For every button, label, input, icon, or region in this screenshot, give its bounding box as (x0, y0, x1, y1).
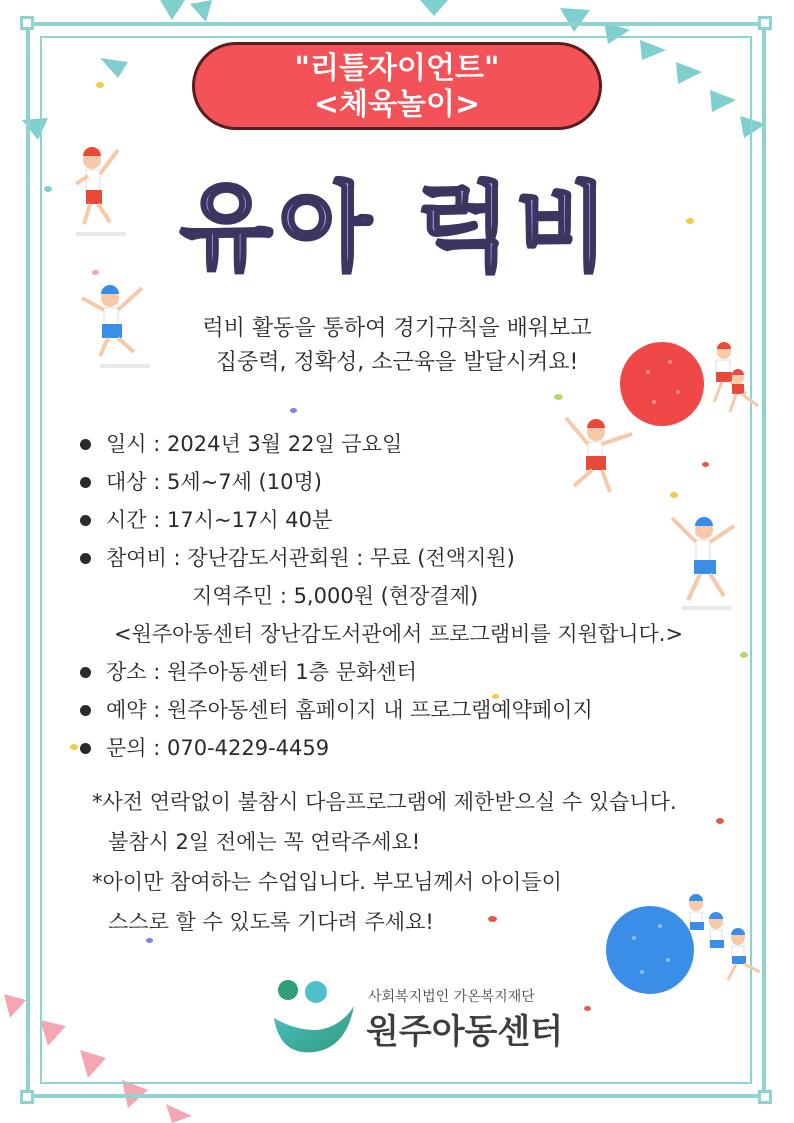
confetti-icon (554, 394, 563, 400)
frame-corner (20, 16, 34, 30)
bullet-icon (80, 667, 91, 678)
list-item (78, 501, 718, 539)
notes (92, 782, 732, 942)
program-badge (192, 42, 602, 130)
info-contact: 문의 : 070-4229-4459 (106, 736, 330, 760)
list-item (78, 425, 718, 463)
bullet-icon (80, 439, 91, 450)
list-item (78, 463, 718, 501)
intro-line-1: 럭비 활동을 통하여 경기규칙을 배워보고 (202, 316, 592, 341)
note-2: 불참시 2일 전에는 꼭 연락주세요! (108, 830, 421, 854)
info-fee-resident: 지역주민 : 5,000원 (현장결제) (192, 584, 479, 608)
info-place: 장소 : 원주아동센터 1층 문화센터 (106, 660, 417, 684)
note-3: *아이만 참여하는 수업입니다. 부모님께서 아이들이 (92, 870, 562, 894)
bullet-icon (80, 515, 91, 526)
intro-line-2: 집중력, 정확성, 소근육을 발달시켜요! (215, 350, 579, 375)
list-item (78, 539, 718, 577)
note-4: 스스로 할 수 있도록 기다려 주세요! (108, 910, 434, 934)
logo-mark-icon (270, 978, 360, 1058)
bullet-icon (80, 743, 91, 754)
confetti-icon (96, 82, 104, 88)
frame-corner (758, 16, 772, 30)
bullet-icon (80, 553, 91, 564)
info-reservation: 예약 : 원주아동센터 홈페이지 내 프로그램예약페이지 (106, 698, 593, 722)
frame-corner (758, 1090, 772, 1104)
badge-line-1: "리틀자이언트" (294, 51, 500, 86)
bullet-icon (80, 705, 91, 716)
list-item (78, 653, 718, 691)
info-list (78, 425, 718, 767)
bullet-icon (80, 477, 91, 488)
info-time: 시간 : 17시~17시 40분 (106, 508, 333, 532)
list-item (78, 729, 718, 767)
list-item (78, 691, 718, 729)
info-target: 대상 : 5세~7세 (10명) (106, 470, 322, 494)
confetti-icon (290, 408, 297, 413)
info-date: 일시 : 2024년 3월 22일 금요일 (106, 432, 403, 456)
intro-text (0, 312, 794, 380)
confetti-icon (584, 1006, 591, 1011)
logo-name: 원주아동센터 (366, 1012, 564, 1052)
logo-org: 사회복지법인 가온복지재단 (368, 989, 535, 1005)
logo (270, 978, 570, 1058)
info-fee: 참여비 : 장난감도서관회원 : 무료 (전액지원) (106, 546, 515, 570)
confetti-icon (70, 744, 78, 750)
page-title: 유아 럭비 (179, 172, 615, 284)
note-1: *사전 연락없이 불참시 다음프로그램에 제한받으실 수 있습니다. (92, 790, 677, 814)
badge-line-2: <체육놀이> (313, 87, 481, 122)
frame-corner (20, 1090, 34, 1104)
info-fee-note: <원주아동센터 장난감도서관에서 프로그램비를 지원합니다.> (114, 622, 684, 646)
confetti-icon (740, 652, 748, 658)
